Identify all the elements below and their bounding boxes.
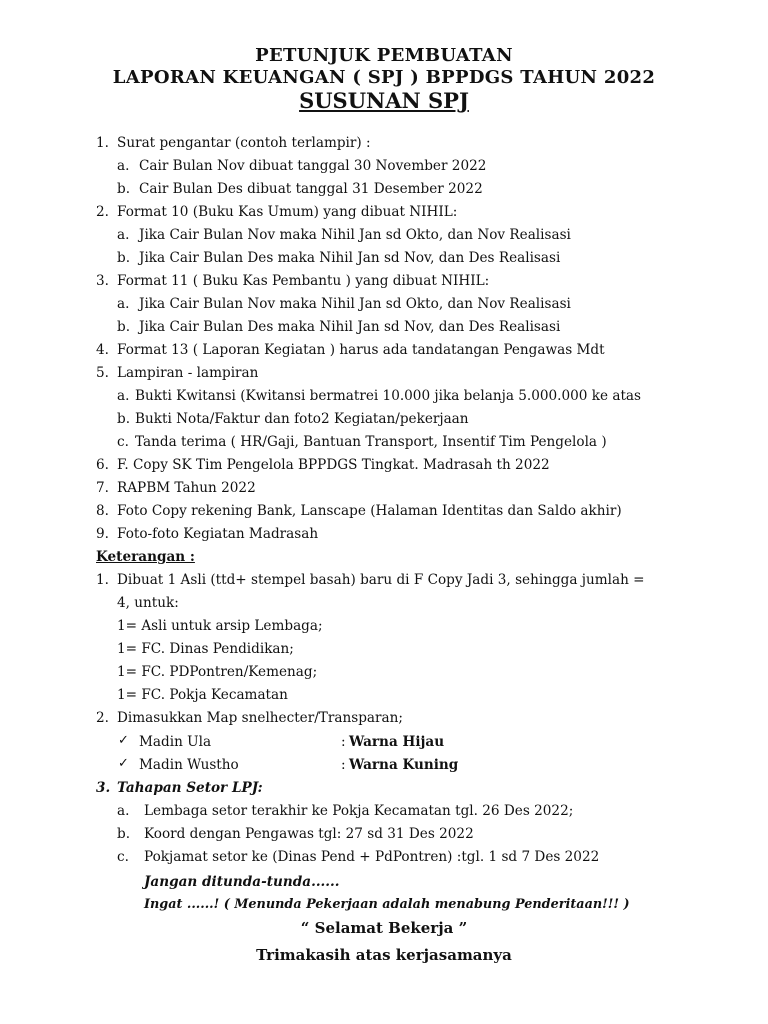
check-item-colon: :	[341, 757, 346, 773]
list-number: 2.	[96, 204, 109, 220]
list-letter: a.	[117, 388, 130, 404]
list-number: 7.	[96, 480, 109, 496]
list-item: Bukti Kwitansi (Kwitansi bermatrei 10.000 jika belanja 5.000.000 ke atas	[135, 388, 642, 404]
warning-line: Ingat ......! ( Menunda Pekerjaan adalah menabung Penderitaan!!! )	[144, 897, 630, 912]
list-letter: a.	[117, 227, 130, 243]
list-item: Cair Bulan Des dibuat tanggal 31 Desember 2022	[139, 181, 483, 197]
list-item: Dimasukkan Map snelhecter/Transparan;	[117, 710, 403, 726]
list-item: RAPBM Tahun 2022	[117, 480, 256, 496]
list-number: 3.	[96, 273, 109, 289]
list-letter: b.	[117, 250, 131, 266]
title-line-2: LAPORAN KEUANGAN ( SPJ ) BPPDGS TAHUN 2022	[112, 67, 656, 88]
tahapan-heading: Tahapan Setor LPJ:	[117, 780, 263, 796]
keterangan-heading: Keterangan :	[96, 549, 195, 565]
list-letter: c.	[117, 434, 129, 450]
warning-line: Jangan ditunda-tunda......	[144, 874, 340, 890]
list-item: Jika Cair Bulan Des maka Nihil Jan sd Nov, dan Des Realisasi	[139, 319, 561, 335]
check-mark-icon: ✓	[118, 756, 129, 771]
list-item-continuation: 4, untuk:	[117, 595, 179, 611]
list-number: 6.	[96, 457, 109, 473]
check-item-label: Madin Ula	[139, 734, 212, 750]
list-item: 1= FC. Pokja Kecamatan	[117, 687, 288, 703]
list-item: Cair Bulan Nov dibuat tanggal 30 November 2022	[139, 158, 487, 174]
list-letter: c.	[117, 849, 129, 865]
title-line-1: PETUNJUK PEMBUATAN	[255, 45, 513, 66]
list-item: Format 11 ( Buku Kas Pembantu ) yang dibuat NIHIL:	[117, 273, 490, 289]
check-item-colon: :	[341, 734, 346, 750]
list-item: Jika Cair Bulan Nov maka Nihil Jan sd Okto, dan Nov Realisasi	[139, 296, 571, 312]
check-item-value: Warna Kuning	[349, 757, 459, 773]
list-item: Lampiran - lampiran	[117, 365, 259, 381]
list-item: 1= Asli untuk arsip Lembaga;	[117, 618, 323, 634]
list-item: Lembaga setor terakhir ke Pokja Kecamatan tgl. 26 Des 2022;	[144, 803, 574, 819]
closing-thanks: Trimakasih atas kerjasamanya	[256, 946, 512, 964]
list-item: Surat pengantar (contoh terlampir) :	[117, 135, 371, 151]
list-item: Bukti Nota/Faktur dan foto2 Kegiatan/pekerjaan	[135, 411, 469, 427]
list-letter: b.	[117, 411, 131, 427]
list-number: 1.	[96, 572, 109, 588]
list-letter: a.	[117, 803, 130, 819]
list-letter: b.	[117, 319, 131, 335]
list-number: 9.	[96, 526, 109, 542]
list-item: Tanda terima ( HR/Gaji, Bantuan Transport, Insentif Tim Pengelola )	[135, 434, 607, 450]
list-item: Pokjamat setor ke (Dinas Pend + PdPontren) :tgl. 1 sd 7 Des 2022	[144, 849, 600, 865]
list-letter: a.	[117, 296, 130, 312]
list-item: Foto Copy rekening Bank, Lanscape (Halaman Identitas dan Saldo akhir)	[117, 503, 622, 519]
list-number: 5.	[96, 365, 109, 381]
list-letter: a.	[117, 158, 130, 174]
list-number: 2.	[96, 710, 109, 726]
list-item: Foto-foto Kegiatan Madrasah	[117, 526, 319, 542]
title-susunan-spj: SUSUNAN SPJ	[299, 88, 469, 113]
list-item: Format 13 ( Laporan Kegiatan ) harus ada tandatangan Pengawas Mdt	[117, 342, 605, 358]
list-item: 1= FC. PDPontren/Kemenag;	[117, 664, 318, 680]
list-item: F. Copy SK Tim Pengelola BPPDGS Tingkat. Madrasah th 2022	[117, 457, 550, 473]
list-number: 3.	[96, 780, 111, 796]
list-item: Dibuat 1 Asli (ttd+ stempel basah) baru di F Copy Jadi 3, sehingga jumlah =	[117, 572, 645, 588]
list-item: 1= FC. Dinas Pendidikan;	[117, 641, 294, 657]
closing-greeting: “ Selamat Bekerja ”	[300, 919, 468, 937]
list-item: Jika Cair Bulan Des maka Nihil Jan sd Nov, dan Des Realisasi	[139, 250, 561, 266]
list-number: 4.	[96, 342, 109, 358]
list-letter: b.	[117, 181, 131, 197]
list-item: Jika Cair Bulan Nov maka Nihil Jan sd Okto, dan Nov Realisasi	[139, 227, 571, 243]
list-item: Koord dengan Pengawas tgl: 27 sd 31 Des 2022	[144, 826, 474, 842]
check-item-value: Warna Hijau	[349, 734, 445, 750]
list-item: Format 10 (Buku Kas Umum) yang dibuat NIHIL:	[117, 204, 458, 220]
check-mark-icon: ✓	[118, 733, 129, 748]
list-number: 8.	[96, 503, 109, 519]
check-item-label: Madin Wustho	[139, 757, 239, 773]
list-letter: b.	[117, 826, 131, 842]
list-number: 1.	[96, 135, 109, 151]
